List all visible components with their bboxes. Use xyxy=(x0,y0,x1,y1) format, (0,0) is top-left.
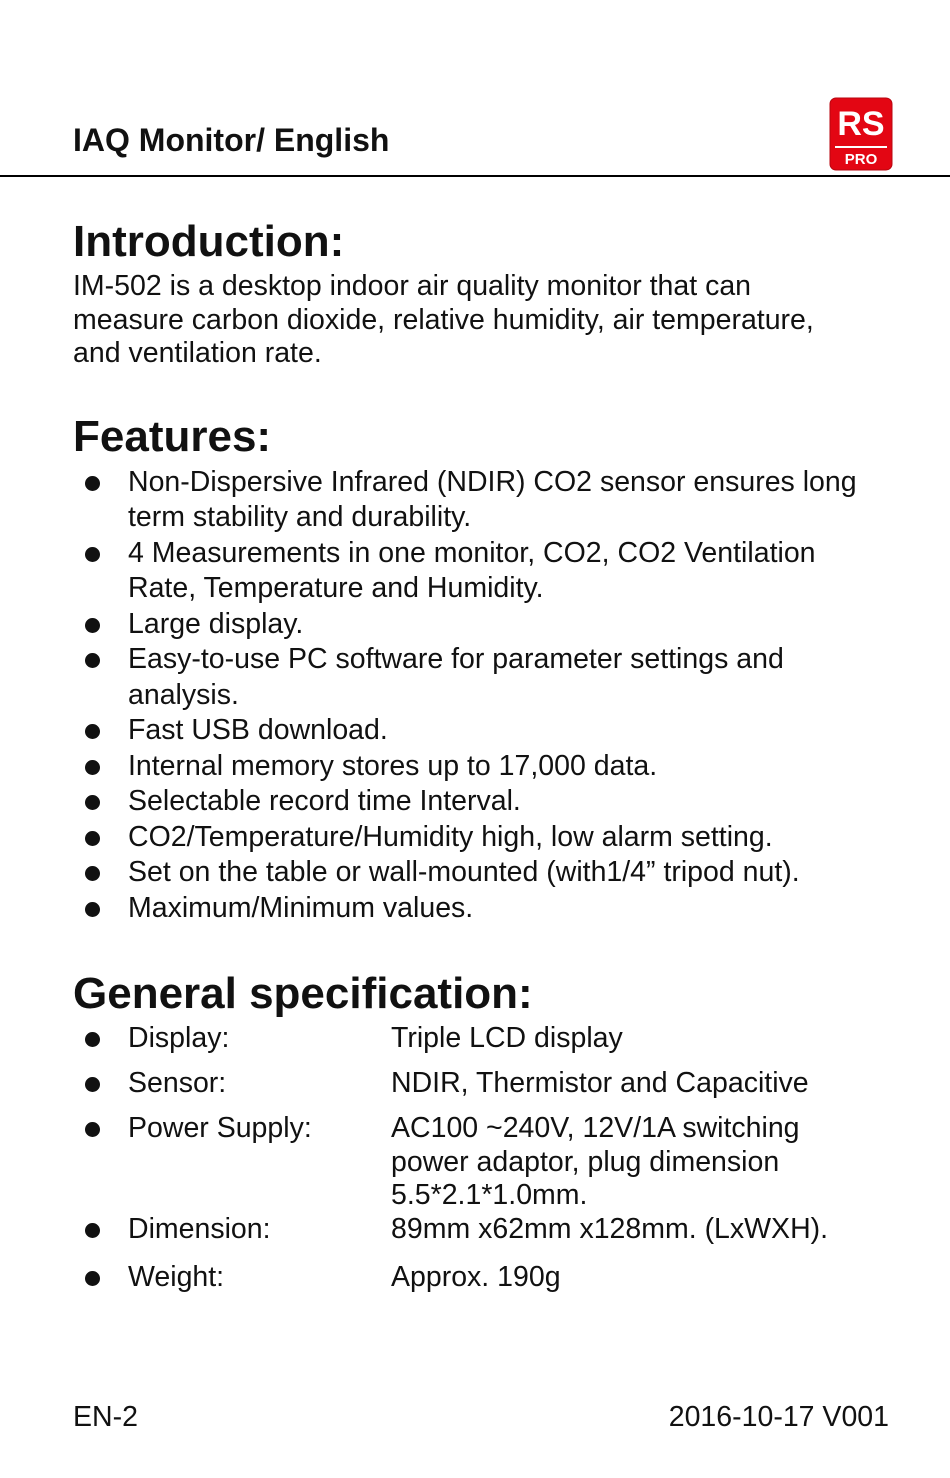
bullet-icon xyxy=(85,1077,100,1092)
logo-pro-text: PRO xyxy=(844,151,878,168)
rs-pro-logo xyxy=(829,97,893,171)
feature-item: Large display. xyxy=(73,607,903,643)
specification-heading: General specification: xyxy=(73,969,533,1018)
spec-value: NDIR, Thermistor and Capacitive xyxy=(391,1066,809,1099)
document-version: 2016-10-17 V001 xyxy=(668,1401,889,1433)
spec-value: Approx. 190g xyxy=(391,1261,561,1293)
bullet-icon xyxy=(85,476,100,491)
bullet-icon xyxy=(85,724,100,739)
feature-item: CO2/Temperature/Humidity high, low alarm setting. xyxy=(73,820,903,856)
spec-label: Power Supply: xyxy=(128,1112,312,1144)
bullet-icon xyxy=(85,866,100,881)
header-divider xyxy=(0,175,950,177)
feature-item: Non-Dispersive Infrared (NDIR) CO2 sensor ensures long term stability and durability. xyxy=(73,465,903,536)
feature-item: Maximum/Minimum values. xyxy=(73,891,903,927)
feature-item: Set on the table or wall-mounted (with1/4” tripod nut). xyxy=(73,855,903,891)
spec-label: Dimension: xyxy=(128,1212,271,1245)
feature-item: Internal memory stores up to 17,000 data. xyxy=(73,749,903,785)
bullet-icon xyxy=(85,902,100,917)
spec-label: Display: xyxy=(128,1022,230,1054)
features-list xyxy=(73,465,903,927)
feature-item: Selectable record time Interval. xyxy=(73,784,903,820)
introduction-line: and ventilation rate. xyxy=(73,337,322,369)
spec-value: 89mm x62mm x128mm. (LxWXH). xyxy=(391,1212,829,1245)
bullet-icon xyxy=(85,760,100,775)
bullet-icon xyxy=(85,831,100,846)
spec-row-sensor xyxy=(73,1067,903,1101)
feature-item: Easy-to-use PC software for parameter settings and analysis. xyxy=(73,642,903,713)
spec-value: AC100 ~240V, 12V/1A switching power adaptor, plug dimension 5.5*2.1*1.0mm. xyxy=(391,1112,800,1211)
spec-label: Sensor: xyxy=(128,1066,227,1099)
bullet-icon xyxy=(85,618,100,633)
feature-item: 4 Measurements in one monitor, CO2, CO2 Ventilation Rate, Temperature and Humidity. xyxy=(73,536,903,607)
document-body xyxy=(73,214,903,1295)
bullet-icon xyxy=(85,547,100,562)
bullet-icon xyxy=(85,653,100,668)
bullet-icon xyxy=(85,795,100,810)
bullet-icon xyxy=(85,1223,100,1238)
document-header-title: IAQ Monitor/ English xyxy=(73,122,390,158)
bullet-icon xyxy=(85,1271,100,1286)
bullet-icon xyxy=(85,1122,100,1137)
spec-value: Triple LCD display xyxy=(391,1022,623,1054)
feature-item: Fast USB download. xyxy=(73,713,903,749)
spec-row-display xyxy=(73,1022,903,1056)
introduction-line: measure carbon dioxide, relative humidity, air temperature, xyxy=(73,303,814,336)
features-heading: Features: xyxy=(73,411,272,461)
introduction-text xyxy=(73,270,903,371)
page-number: EN-2 xyxy=(73,1401,138,1433)
spec-row-dimension xyxy=(73,1213,903,1247)
spec-label: Weight: xyxy=(128,1261,225,1293)
spec-row-weight xyxy=(73,1261,903,1295)
specification-list xyxy=(73,1022,903,1295)
spec-row-power-supply xyxy=(73,1112,903,1213)
introduction-line: IM-502 is a desktop indoor air quality monitor that can xyxy=(73,270,752,302)
bullet-icon xyxy=(85,1032,100,1047)
logo-rs-text: RS xyxy=(837,105,885,143)
introduction-heading: Introduction: xyxy=(73,217,345,266)
